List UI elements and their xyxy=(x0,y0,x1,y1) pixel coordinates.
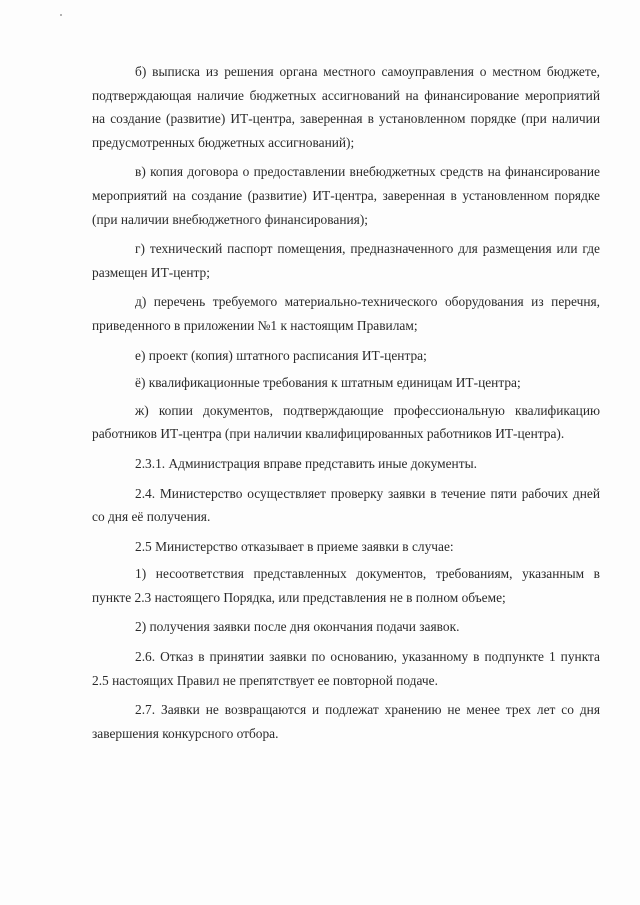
paragraph-2-5: 2.5 Министерство отказывает в приеме заявки в случае: xyxy=(135,538,454,554)
paragraph-b-budget-extract: б) выписка из решения органа местного самоуправления о местном бюджете, подтверждающая наличие бюджетных ассигнований на финансирование мероприятий на создание (развитие) ИТ-центра, заверенная в установленном порядке (при наличии предусмотренных бюджетных ассигнований); xyxy=(92,64,600,150)
paragraph-g-technical-passport: г) технический паспорт помещения, предназначенного для размещения или где размещен ИТ-центр; xyxy=(92,241,600,280)
paragraph-e-staff-schedule: е) проект (копия) штатного расписания ИТ-центра; xyxy=(135,347,427,363)
paragraph-zh-qualification-documents: ж) копии документов, подтверждающие профессиональную квалификацию работников ИТ-центра (при наличии квалифицированных работников ИТ-центра). xyxy=(92,402,600,442)
paragraph-2-4: 2.4. Министерство осуществляет проверку заявки в течение пяти рабочих дней со дня её получения. xyxy=(92,485,600,525)
paragraph-2-7: 2.7. Заявки не возвращаются и подлежат хранению не менее трех лет со дня завершения конкурсного отбора. xyxy=(92,702,600,741)
paragraph-v-extrabudget-contract: в) копия договора о предоставлении внебюджетных средств на финансирование мероприятий на создание (развитие) ИТ-центра, заверенная в установленном порядке (при наличии внебюджетного финансирования); xyxy=(92,164,600,227)
paragraph-yo-qualification-requirements: ё) квалификационные требования к штатным единицам ИТ-центра; xyxy=(135,375,521,391)
paragraph-2-3-1: 2.3.1. Администрация вправе представить иные документы. xyxy=(135,455,477,471)
paragraph-2-6: 2.6. Отказ в принятии заявки по основанию, указанному в подпункте 1 пункта 2.5 настоящих Правил не препятствует ее повторной подаче. xyxy=(92,649,600,688)
scan-artifact xyxy=(60,14,62,16)
paragraph-2-5-item-2: 2) получения заявки после дня окончания подачи заявок. xyxy=(135,619,460,635)
document-body xyxy=(92,60,600,751)
paragraph-d-equipment-list: д) перечень требуемого материально-технического оборудования из перечня, приведенного в приложении №1 к настоящим Правилам; xyxy=(92,294,600,333)
paragraph-2-5-item-1: 1) несоответствия представленных документов, требованиям, указанным в пункте 2.3 настоящего Порядка, или представления не в полном объеме; xyxy=(92,566,600,605)
